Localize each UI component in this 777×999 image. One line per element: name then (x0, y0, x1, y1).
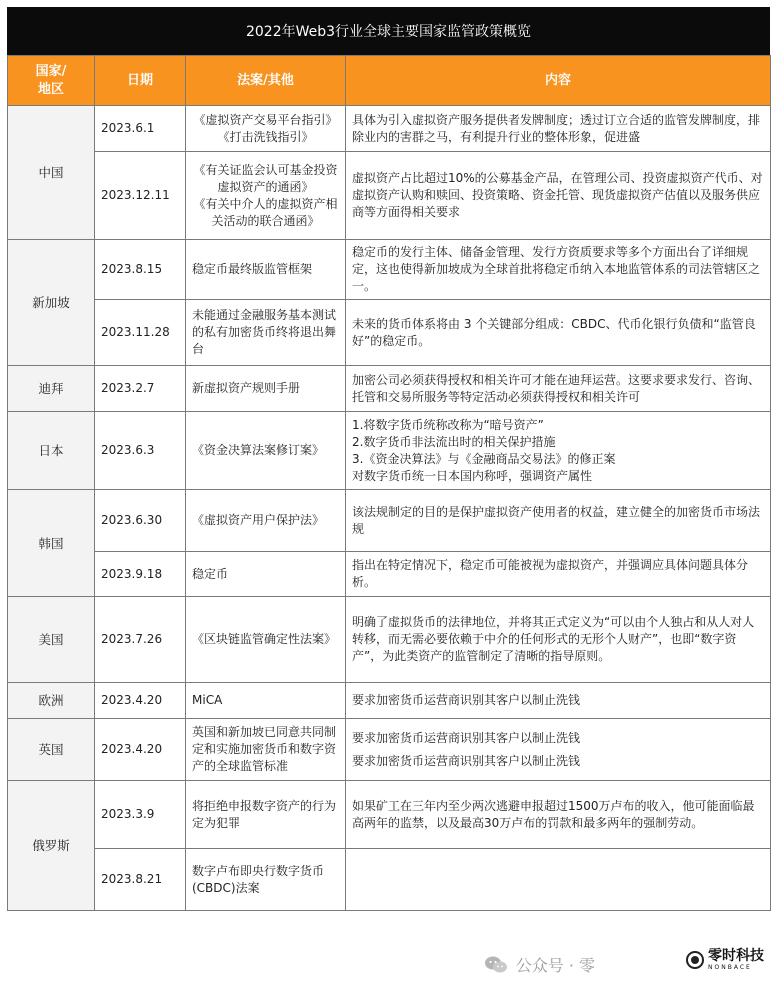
country-cell: 美国 (8, 597, 95, 683)
law-cell: 《虚拟资产交易平台指引》 《打击洗钱指引》 (186, 106, 346, 152)
date-cell: 2023.12.11 (95, 152, 186, 240)
content-cell: 该法规制定的目的是保护虚拟资产使用者的权益，建立健全的加密货币市场法规 (346, 490, 771, 552)
country-cell: 中国 (8, 106, 95, 240)
law-cell: MiCA (186, 683, 346, 719)
country-cell: 迪拜 (8, 366, 95, 412)
date-cell: 2023.7.26 (95, 597, 186, 683)
brand-name: 零时科技 (708, 948, 764, 964)
content-cell: 未来的货币体系将由 3 个关键部分组成：CBDC、代币化银行负债和“监管良好”的稳定币。 (346, 300, 771, 366)
law-cell: 稳定币最终版监管框架 (186, 240, 346, 300)
content-cell: 指出在特定情况下，稳定币可能被视为虚拟资产，并强调应具体问题具体分析。 (346, 552, 771, 597)
column-header-date: 日期 (95, 56, 186, 106)
table-row (8, 106, 771, 152)
table-row (8, 552, 771, 597)
content-cell: 稳定币的发行主体、储备金管理、发行方资质要求等多个方面出台了详细规定，这也使得新加坡成为全球首批将稳定币纳入本地监管体系的司法管辖区之一。 (346, 240, 771, 300)
policy-table (7, 55, 771, 911)
table-row (8, 412, 771, 490)
table-row (8, 849, 771, 911)
law-cell: 稳定币 (186, 552, 346, 597)
content-cell: 明确了虚拟货币的法律地位，并将其正式定义为“可以由个人独占和从人对人转移，而无需必要依赖于中介的任何形式的无形个人财产”，也即“数字资产”，为此类资产的监管制定了清晰的指导原则。 (346, 597, 771, 683)
date-cell: 2023.8.21 (95, 849, 186, 911)
content-cell: 要求加密货币运营商识别其客户以制止洗钱 要求加密货币运营商识别其客户以制止洗钱 (346, 719, 771, 781)
table-row (8, 781, 771, 849)
law-cell: 新虚拟资产规则手册 (186, 366, 346, 412)
law-cell: 未能通过金融服务基本测试的私有加密货币终将退出舞台 (186, 300, 346, 366)
law-cell: 数字卢布即央行数字货币(CBDC)法案 (186, 849, 346, 911)
table-row (8, 683, 771, 719)
law-cell: 《有关证监会认可基金投资虚拟资产的通函》 《有关中介人的虚拟资产相关活动的联合通函》 (186, 152, 346, 240)
content-cell (346, 849, 771, 911)
table-row (8, 366, 771, 412)
date-cell: 2023.8.15 (95, 240, 186, 300)
table-row (8, 719, 771, 781)
law-cell: 《资金决算法案修订案》 (186, 412, 346, 490)
wechat-icon (484, 955, 508, 975)
content-cell: 虚拟资产占比超过10%的公募基金产品，在管理公司、投资虚拟资产代币、对虚拟资产认购和赎回、投资策略、资金托管、现货虚拟资产估值以及服务供应商等方面得相关要求 (346, 152, 771, 240)
date-cell: 2023.6.30 (95, 490, 186, 552)
table-row (8, 300, 771, 366)
footer (7, 931, 770, 995)
content-cell: 1.将数字货币统称改称为“暗号资产” 2.数字货币非法流出时的相关保护措施 3.《资金决算法》与《金融商品交易法》的修正案 对数字货币统一日本国内称呼，强调资产属性 (346, 412, 771, 490)
date-cell: 2023.6.3 (95, 412, 186, 490)
column-header-country: 国家/ 地区 (8, 56, 95, 106)
table-header-row (8, 56, 771, 106)
table-row (8, 240, 771, 300)
table-title: 2022年Web3行业全球主要国家监管政策概览 (7, 7, 770, 55)
content-cell: 如果矿工在三年内至少两次逃避申报超过1500万卢布的收入，他可能面临最高两年的监禁，以及最高30万卢布的罚款和最多两年的强制劳动。 (346, 781, 771, 849)
content-cell: 加密公司必须获得授权和相关许可才能在迪拜运营。这要求要求发行、咨询、托管和交易所服务等特定活动必须获得授权和相关许可 (346, 366, 771, 412)
country-cell: 俄罗斯 (8, 781, 95, 911)
brand-mark-icon (686, 951, 704, 969)
content-cell: 要求加密货币运营商识别其客户以制止洗钱 (346, 683, 771, 719)
country-cell: 韩国 (8, 490, 95, 597)
date-cell: 2023.4.20 (95, 683, 186, 719)
wechat-watermark (484, 953, 595, 976)
brand-logo (686, 949, 764, 971)
law-cell: 英国和新加坡已同意共同制定和实施加密货币和数字资产的全球监管标准 (186, 719, 346, 781)
country-cell: 欧洲 (8, 683, 95, 719)
column-header-law: 法案/其他 (186, 56, 346, 106)
brand-subtitle: NONBACE (708, 964, 752, 971)
date-cell: 2023.6.1 (95, 106, 186, 152)
column-header-content: 内容 (346, 56, 771, 106)
table-row (8, 490, 771, 552)
country-cell: 日本 (8, 412, 95, 490)
table-row (8, 152, 771, 240)
date-cell: 2023.4.20 (95, 719, 186, 781)
law-cell: 《区块链监管确定性法案》 (186, 597, 346, 683)
content-cell: 具体为引入虚拟资产服务提供者发牌制度；透过订立合适的监管发牌制度，排除业内的害群之马，有利提升行业的整体形象，促进盛 (346, 106, 771, 152)
law-cell: 《虚拟资产用户保护法》 (186, 490, 346, 552)
country-cell: 英国 (8, 719, 95, 781)
date-cell: 2023.11.28 (95, 300, 186, 366)
law-cell: 将拒绝申报数字资产的行为定为犯罪 (186, 781, 346, 849)
table-row (8, 597, 771, 683)
date-cell: 2023.2.7 (95, 366, 186, 412)
date-cell: 2023.9.18 (95, 552, 186, 597)
wechat-text: 公众号 · 零 (515, 956, 595, 975)
country-cell: 新加坡 (8, 240, 95, 366)
date-cell: 2023.3.9 (95, 781, 186, 849)
